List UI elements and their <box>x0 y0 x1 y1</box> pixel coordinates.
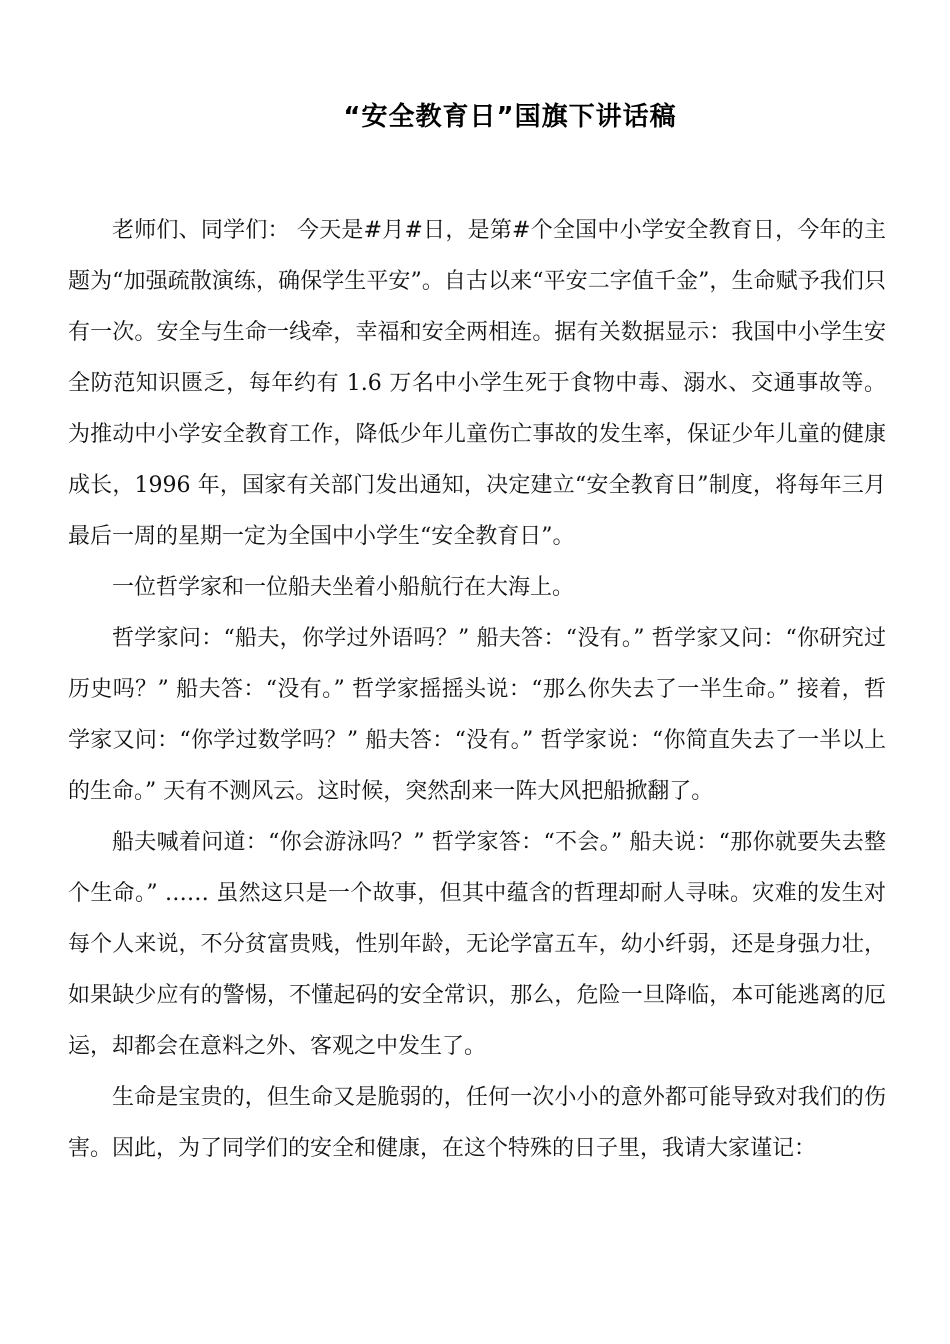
paragraph-dialogue: 哲学家问：“船夫，你学过外语吗？” 船夫答：“没有。” 哲学家又问：“你研究过历史吗？” 船夫答：“没有。” 哲学家摇摇头说：“那么你失去了一半生命。” 接着，哲学家又问：“你学过数学吗？” 船夫答：“没有。” 哲学家说：“你简直失去了一半以上的生命。” 天有不测风云。这时候，突然刮来一阵大风把船掀翻了。 <box>68 626 886 804</box>
document-title: “安全教育日”国旗下讲话稿 <box>343 102 677 132</box>
paragraph-intro: 老师们、同学们： 今天是#月#日，是第#个全国中小学安全教育日，今年的主题为“加强疏散演练，确保学生平安”。自古以来“平安二字值千金”，生命赋予我们只有一次。安全与生命一线牵，幸福和安全两相连。据有关数据显示：我国中小学生安全防范知识匮乏，每年约有 1.6 万名中小学生死于食物中毒、溺水、交通事故等。为推动中小学安全教育工作，降低少年儿童伤亡事故的发生率，保证少年儿童的健康成长，1996 年，国家有关部门发出通知，决定建立“安全教育日”制度，将每年三月最后一周的星期一定为全国中小学生“安全教育日”。 <box>68 218 886 549</box>
document-body <box>68 205 886 1174</box>
paragraph-story-intro: 一位哲学家和一位船夫坐着小船航行在大海上。 <box>112 575 575 600</box>
paragraph-moral: 船夫喊着问道：“你会游泳吗？” 哲学家答：“不会。” 船夫说：“那你就要失去整个生命。” …… 虽然这只是一个故事，但其中蕴含的哲理却耐人寻味。灾难的发生对每个人来说，不分贫富贵贱，性别年龄，无论学富五车，幼小纤弱，还是身强力壮，如果缺少应有的警惕，不懂起码的安全常识，那么，危险一旦降临，本可能逃离的厄运，却都会在意料之外、客观之中发生了。 <box>68 830 886 1059</box>
paragraph-conclusion: 生命是宝贵的，但生命又是脆弱的，任何一次小小的意外都可能导致对我们的伤害。因此，为了同学们的安全和健康，在这个特殊的日子里，我请大家谨记： <box>68 1085 886 1161</box>
